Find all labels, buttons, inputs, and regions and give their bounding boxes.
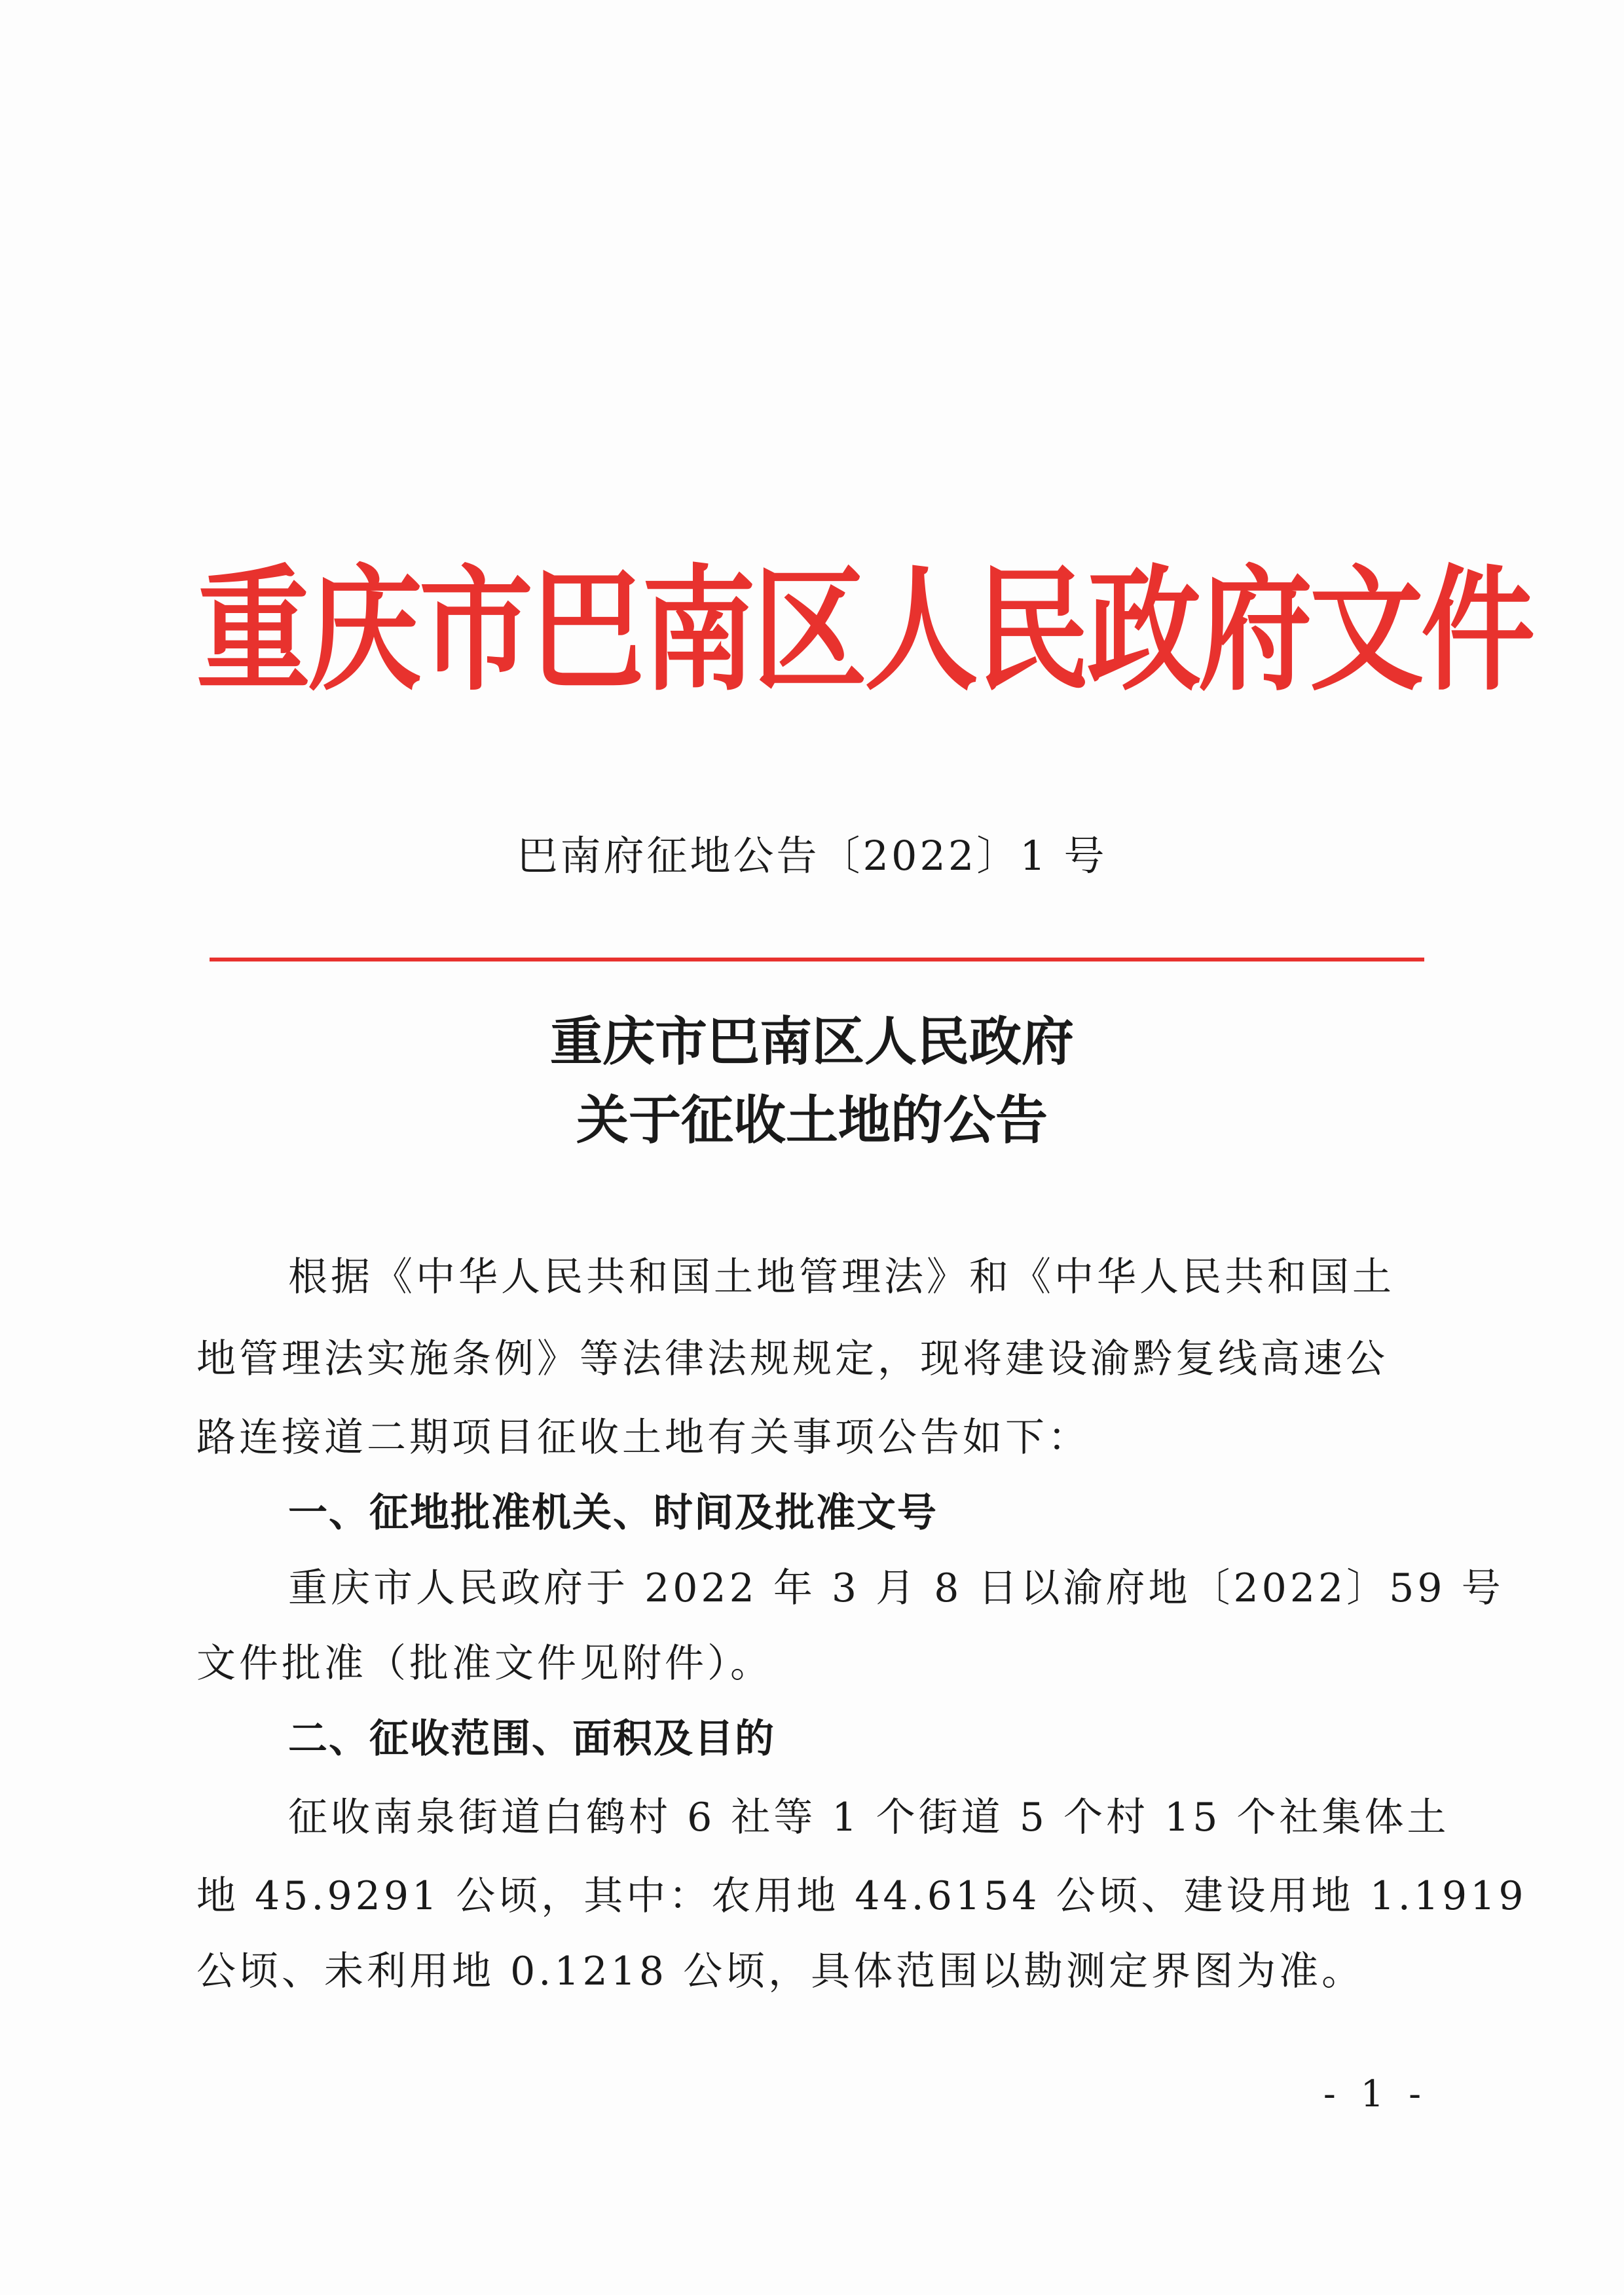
section-2-line-3: 公顷、未利用地 0.1218 公顷，具体范围以勘测定界图为准。 — [196, 1949, 1365, 1994]
section-2-line-2: 地 45.9291 公顷，其中：农用地 44.6154 公顷、建设用地 1.1919 — [196, 1873, 1527, 1919]
section-2-heading: 二、征收范围、面积及目的 — [288, 1716, 775, 1762]
red-divider-line — [210, 958, 1424, 961]
section-1-line-2: 文件批准（批准文件见附件）。 — [196, 1641, 773, 1687]
notice-title-line-2: 关于征收土地的公告 — [576, 1089, 1048, 1151]
issuer-masthead: 重庆市巴南区人民政府文件 — [196, 551, 1533, 710]
section-1-line-1: 重庆市人民政府于 2022 年 3 月 8 日以渝府地〔2022〕59 号 — [288, 1565, 1504, 1611]
intro-line-1: 根据《中华人民共和国土地管理法》和《中华人民共和国土 — [288, 1254, 1395, 1300]
document-number: 巴南府征地公告〔2022〕1 号 — [517, 832, 1107, 880]
intro-line-2: 地管理法实施条例》等法律法规规定，现将建设渝黔复线高速公 — [196, 1336, 1388, 1382]
intro-line-3: 路连接道二期项目征收土地有关事项公告如下： — [196, 1415, 1090, 1461]
section-1-heading: 一、征地批准机关、时间及批准文号 — [288, 1490, 938, 1536]
notice-title-line-1: 重庆市巴南区人民政府 — [550, 1011, 1074, 1072]
page-number: - 1 - — [1323, 2073, 1428, 2116]
section-2-line-1: 征收南泉街道白鹤村 6 社等 1 个街道 5 个村 15 个社集体土 — [288, 1795, 1450, 1840]
